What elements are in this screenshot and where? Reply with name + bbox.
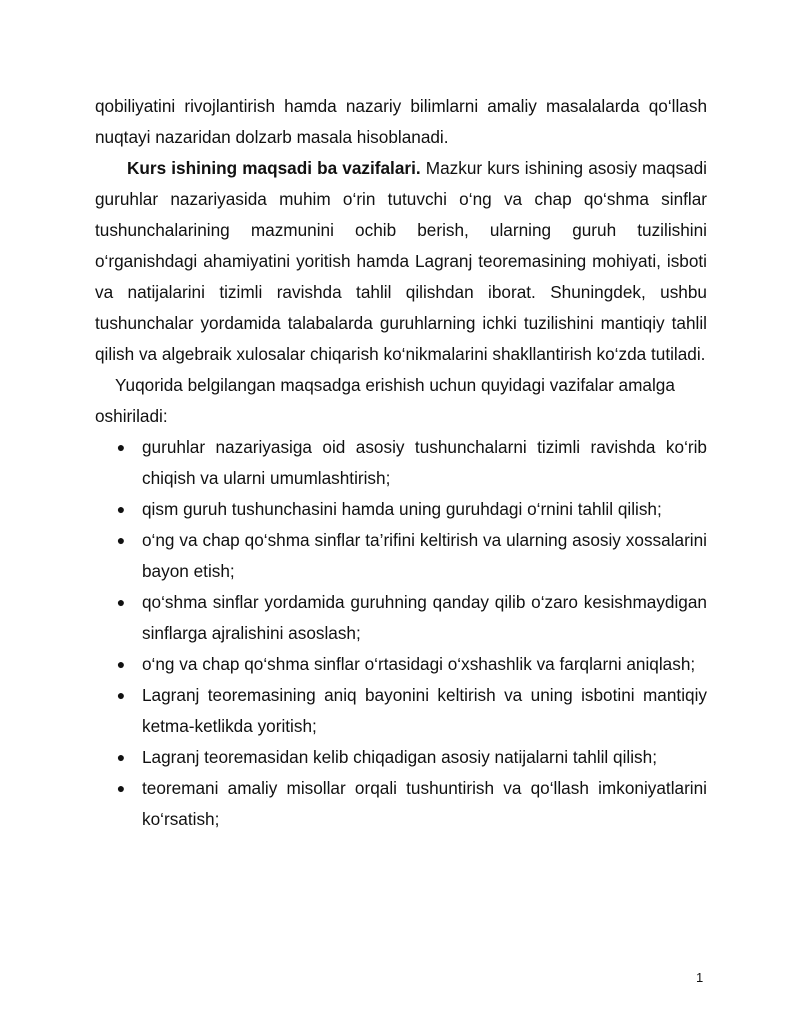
goal-paragraph <box>95 153 707 370</box>
list-item <box>95 680 707 742</box>
task-text: o‘ng va chap qo‘shma sinflar ta’rifini keltirish va ularning asosiy xossalarini bayon etish; <box>142 530 707 581</box>
bullet-icon: ● <box>116 594 126 610</box>
task-text: qism guruh tushunchasini hamda uning guruhdagi o‘rnini tahlil qilish; <box>142 499 662 519</box>
list-item <box>95 649 707 680</box>
bullet-icon: ● <box>116 687 126 703</box>
list-item <box>95 773 707 835</box>
tasks-intro-paragraph: Yuqorida belgilangan maqsadga erishish uchun quyidagi vazifalar amalga oshiriladi: <box>95 375 675 426</box>
document-page <box>95 91 707 835</box>
task-text: Lagranj teoremasidan kelib chiqadigan asosiy natijalarni tahlil qilish; <box>142 747 657 767</box>
bullet-icon: ● <box>116 439 126 455</box>
page-number: 1 <box>696 970 704 985</box>
task-text: teoremani amaliy misollar orqali tushuntirish va qo‘llash imkoniyatlarini ko‘rsatish; <box>142 778 707 829</box>
task-text: qo‘shma sinflar yordamida guruhning qanday qilib o‘zaro kesishmaydigan sinflarga ajralishini asoslash; <box>142 592 707 643</box>
list-item <box>95 742 707 773</box>
bullet-icon: ● <box>116 532 126 548</box>
tasks-list <box>95 432 707 835</box>
task-text: guruhlar nazariyasiga oid asosiy tushunchalarni tizimli ravishda ko‘rib chiqish va ularni umumlashtirish; <box>142 437 707 488</box>
bullet-icon: ● <box>116 501 126 517</box>
bullet-icon: ● <box>116 656 126 672</box>
task-text: o‘ng va chap qo‘shma sinflar o‘rtasidagi o‘xshashlik va farqlarni aniqlash; <box>142 654 696 674</box>
goal-body: Mazkur kurs ishining asosiy maqsadi guruhlar nazariyasida muhim o‘rin tutuvchi o‘ng va chap qo‘shma sinflar tushunchalarining mazmunini ochib berish, ularning guruh tuzilishini o‘rganishdagi ahamiyatini yoritish hamda Lagranj teoremasining mohiyati, isboti va natijalarini tizimli ravishda tahlil qilishdan iborat. Shuningdek, ushbu tushunchalar yordamida talabalarda guruhlarning ichki tuzilishini mantiqiy tahlil qilish va algebraik xulosalar chiqarish ko‘nikmalarini shakllantirish ko‘zda tutiladi. <box>95 158 707 364</box>
bullet-icon: ● <box>116 780 126 796</box>
goal-heading: Kurs ishining maqsadi ba vazifalari. <box>127 158 421 178</box>
list-item <box>95 494 707 525</box>
list-item <box>95 432 707 494</box>
intro-continuation-paragraph: qobiliyatini rivojlantirish hamda nazariy bilimlarni amaliy masalalarda qo‘llash nuqtayi nazaridan dolzarb masala hisoblanadi. <box>95 96 707 147</box>
bullet-icon: ● <box>116 749 126 765</box>
list-item <box>95 525 707 587</box>
list-item <box>95 587 707 649</box>
task-text: Lagranj teoremasining aniq bayonini keltirish va uning isbotini mantiqiy ketma-ketlikda yoritish; <box>142 685 707 736</box>
